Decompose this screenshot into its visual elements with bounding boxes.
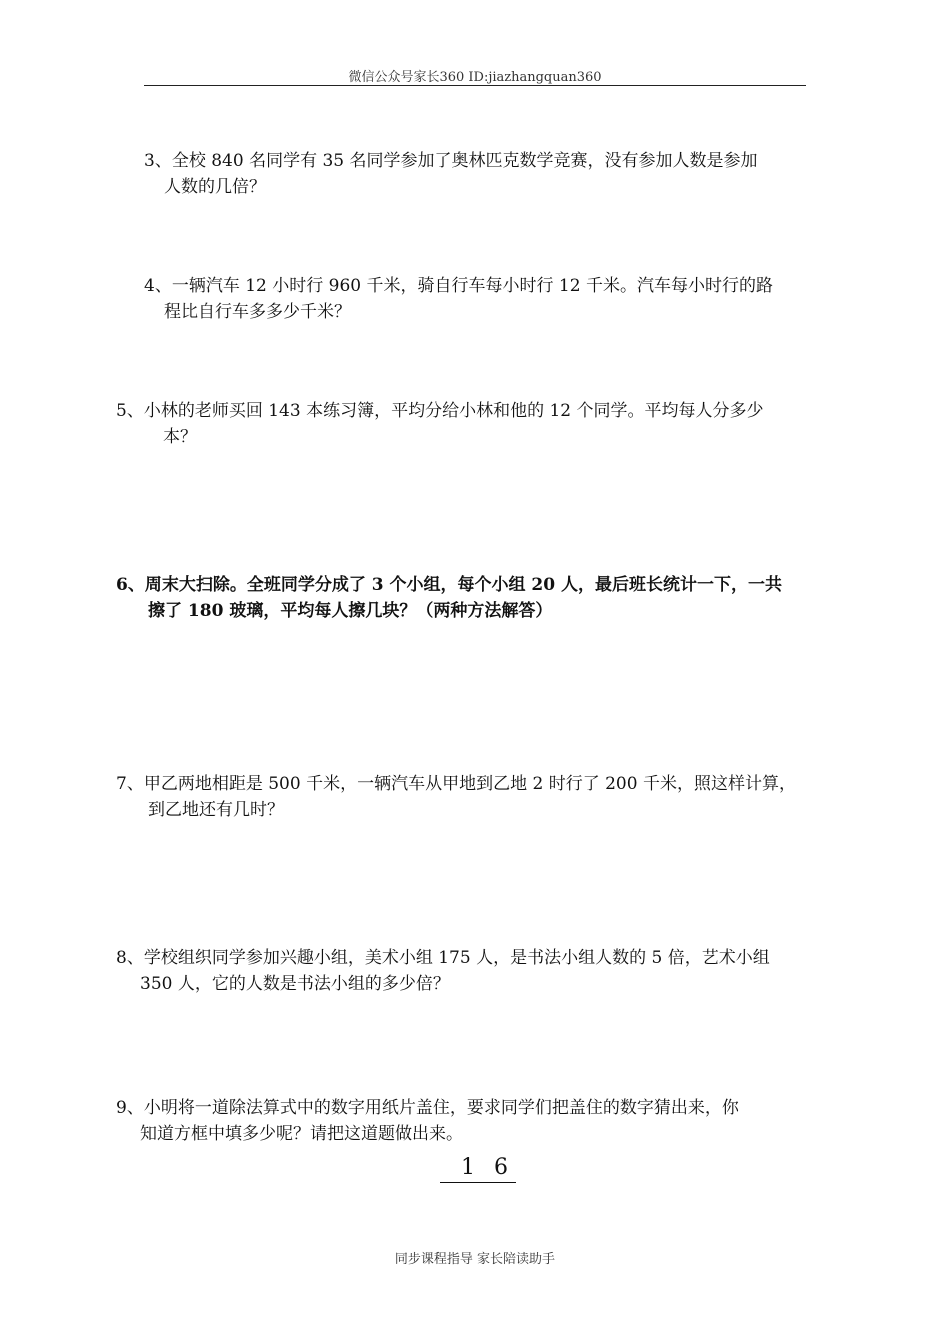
page-footer: 同步课程指导 家长陪读助手 bbox=[394, 1252, 556, 1267]
question-3-line-1: 3、全校 840 名同学有 35 名同学参加了奥林匹克数学竞赛，没有参加人数是参加 bbox=[144, 151, 758, 171]
question-6-line-2: 擦了 180 玻璃，平均每人擦几块？（两种方法解答） bbox=[148, 601, 553, 621]
division-quotient: 1 6 bbox=[440, 1154, 516, 1183]
question-7 bbox=[116, 771, 796, 823]
header-rule bbox=[144, 85, 806, 86]
question-8 bbox=[116, 945, 770, 997]
page-header: 微信公众号家长360 ID:jiazhangquan360 bbox=[348, 70, 602, 85]
question-7-line-2: 到乙地还有几时？ bbox=[148, 800, 284, 820]
question-5 bbox=[116, 398, 764, 450]
question-5-line-1: 5、小林的老师买回 143 本练习簿，平均分给小林和他的 12 个同学。平均每人分多少 bbox=[116, 401, 764, 421]
question-4-line-1: 4、一辆汽车 12 小时行 960 千米，骑自行车每小时行 12 千米。汽车每小时行的路 bbox=[144, 276, 773, 296]
question-6-line-1: 6、周末大扫除。全班同学分成了 3 个小组，每个小组 20 人，最后班长统计一下，一共 bbox=[116, 575, 782, 595]
question-6 bbox=[116, 572, 782, 624]
question-4 bbox=[144, 273, 773, 325]
question-5-line-2: 本？ bbox=[163, 427, 197, 447]
question-8-line-2: 350 人，它的人数是书法小组的多少倍？ bbox=[140, 974, 450, 994]
question-9-line-2: 知道方框中填多少呢？请把这道题做出来。 bbox=[140, 1124, 463, 1144]
question-9 bbox=[116, 1095, 739, 1147]
question-3 bbox=[144, 148, 758, 200]
question-3-line-2: 人数的几倍？ bbox=[164, 177, 266, 197]
question-9-line-1: 9、小明将一道除法算式中的数字用纸片盖住，要求同学们把盖住的数字猜出来，你 bbox=[116, 1098, 739, 1118]
question-4-line-2: 程比自行车多多少千米？ bbox=[164, 302, 351, 322]
question-7-line-1: 7、甲乙两地相距是 500 千米，一辆汽车从甲地到乙地 2 时行了 200 千米，照这样计算， bbox=[116, 774, 796, 794]
question-8-line-1: 8、学校组织同学参加兴趣小组，美术小组 175 人，是书法小组人数的 5 倍，艺术小组 bbox=[116, 948, 770, 968]
